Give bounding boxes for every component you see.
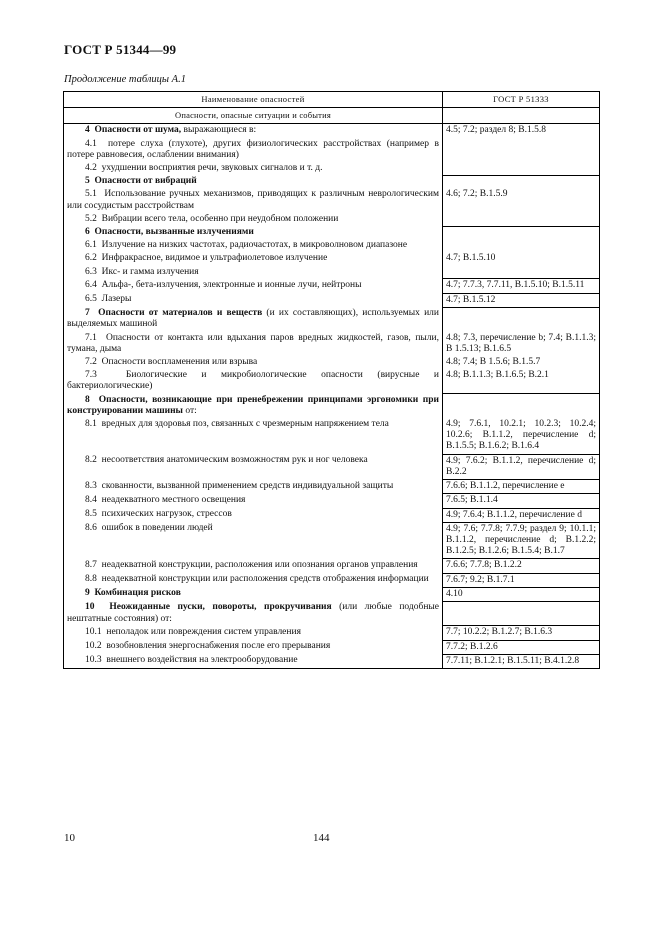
- hazard-text: вредных для здоровья поз, связанных с чрезмерным напряжением тела: [101, 419, 389, 430]
- standard-reference-cell: [443, 239, 600, 252]
- hazard-cell: [64, 124, 443, 138]
- hazard-cell: [64, 508, 443, 522]
- hazard-group-title: Опасности от материалов и веществ: [98, 308, 263, 319]
- hazard-cell: [64, 626, 443, 640]
- hazard-item-row: [64, 162, 600, 175]
- hazard-number: 8: [85, 394, 90, 405]
- hazard-item-row: [64, 654, 600, 668]
- standard-reference: 4.9; 7.6.1, 10.2.1; 10.2.3; 10.2.4; 10.2.6; В.1.1.2, перечисление d; В.1.5.5; В.1.6.2; В.1.6.4: [446, 419, 596, 452]
- hazard-text: Излучение на низких частотах, радиочастотах, в микроволновом диапазоне: [101, 240, 408, 251]
- hazard-cell: [64, 654, 443, 668]
- hazard-group-rest: (и их составляющих), используемых или выделяемых машиной: [67, 308, 439, 330]
- standard-reference-cell: [443, 640, 600, 654]
- hazard-item-row: [64, 252, 600, 265]
- standard-reference: 7.6.5; В.1.1.4: [446, 495, 498, 506]
- standard-reference: 7.6.6; 7.7.8; В.1.2.2: [446, 560, 522, 571]
- hazard-item-row: [64, 293, 600, 307]
- standard-reference: 4.9; 7.6; 7.7.8; 7.7.9; раздел 9; 10.1.1; В.1.1.2, перечисление d; В.1.2.2; В.1.2.5; В.1.2.6; В.1.5.4; В.1.7: [446, 523, 596, 557]
- standard-reference-cell: [443, 454, 600, 479]
- hazard-text: возобновления энергоснабжения после его прерывания: [106, 641, 331, 652]
- standard-reference-cell: [443, 494, 600, 508]
- hazard-text: Опасности воспламенения или взрыва: [101, 357, 258, 368]
- standard-reference-cell: [443, 559, 600, 573]
- hazard-item-row: [64, 239, 600, 252]
- standard-reference-cell: [443, 626, 600, 640]
- hazard-text: потере слуха (глухоте), других физиологических расстройствах (например в потере равновесия, ослаблении внимания): [67, 138, 440, 160]
- hazard-number: 8.8: [85, 574, 97, 585]
- hazard-item-row: [64, 494, 600, 508]
- standard-reference-cell: [443, 213, 600, 226]
- hazard-number: 6: [85, 227, 90, 238]
- standard-reference: 4.7; В.1.5.12: [446, 294, 496, 305]
- hazard-number: 6.3: [85, 266, 97, 277]
- hazard-item-row: [64, 279, 600, 293]
- hazard-text: неадекватной конструкции или расположения средств отображения информации: [101, 574, 429, 585]
- hazard-item-row: [64, 508, 600, 522]
- hazard-number: 4: [85, 125, 90, 136]
- hazard-text: внешнего воздействия на электрооборудование: [106, 655, 298, 666]
- hazard-cell: [64, 279, 443, 293]
- hazard-cell: [64, 454, 443, 479]
- hazard-number: 6.2: [85, 253, 97, 264]
- table-continuation-caption: Продолжение таблицы А.1: [64, 74, 186, 85]
- hazard-number: 5.2: [85, 213, 97, 224]
- hazard-cell: [64, 573, 443, 587]
- standard-reference-cell: [443, 418, 600, 454]
- hazard-group-rest: (или любые подобные нештатные состояния) от:: [67, 602, 439, 624]
- hazard-cell: [64, 239, 443, 252]
- standard-reference-cell: [443, 480, 600, 494]
- standard-reference-cell: [443, 332, 600, 356]
- hazard-cell: [64, 587, 443, 601]
- hazard-number: 8.5: [85, 509, 97, 519]
- hazard-text: Икс- и гамма излучения: [101, 266, 199, 277]
- hazard-number: 10.1: [85, 626, 102, 637]
- hazard-item-row: [64, 573, 600, 587]
- hazard-cell: [64, 175, 443, 188]
- table-header-row: [64, 92, 600, 108]
- standard-reference: 7.7.2; В.1.2.6: [446, 641, 498, 652]
- hazard-number: 9: [85, 588, 90, 599]
- standard-reference: 7.6.7; 9.2; В.1.7.1: [446, 574, 515, 585]
- hazard-cell: [64, 601, 443, 625]
- standard-reference: 7.7; 10.2.2; В.1.2.7; В.1.6.3: [446, 627, 553, 638]
- hazard-number: 10: [85, 602, 95, 613]
- hazard-cell: [64, 522, 443, 559]
- standard-reference: 4.10: [446, 588, 463, 599]
- standard-reference: 7.6.6; В.1.1.2, перечисление е: [446, 481, 565, 492]
- hazard-group-title: Неожиданные пуски, повороты, прокручивания: [109, 602, 332, 613]
- standard-reference: 4.8; 7.4; В 1.5.6; В.1.5.7: [446, 357, 541, 368]
- table-subheader: Опасности, опасные ситуации и события: [64, 108, 443, 124]
- hazard-text: ухудшении восприятия речи, звуковых сигналов и т. д.: [101, 163, 323, 174]
- hazard-number: 8.7: [85, 559, 97, 570]
- hazard-cell: [64, 369, 443, 393]
- hazard-item-row: [64, 332, 600, 356]
- hazard-number: 6.1: [85, 240, 97, 251]
- hazard-item-row: [64, 418, 600, 454]
- hazard-group-row: [64, 124, 600, 138]
- hazard-number: 6.4: [85, 279, 97, 290]
- hazard-table: [63, 91, 600, 669]
- page-number-center: 144: [313, 832, 330, 844]
- standard-reference-cell: [443, 279, 600, 293]
- standard-reference: 4.7; 7.7.3, 7.7.11, В.1.5.10; В.1.5.11: [446, 280, 585, 291]
- document-title: ГОСТ Р 51344—99: [64, 42, 177, 57]
- hazard-cell: [64, 418, 443, 454]
- hazard-group-title: Опасности, возникающие при пренебрежении принципами эргономики при конструировании машины: [67, 394, 440, 416]
- hazard-text: несоответствия анатомическим возможностям рук и ног человека: [101, 455, 368, 466]
- hazard-group-title: Комбинация рисков: [94, 588, 181, 599]
- hazard-cell: [64, 252, 443, 265]
- hazard-number: 7: [85, 308, 90, 319]
- standard-reference-cell: [443, 293, 600, 307]
- hazard-cell: [64, 332, 443, 356]
- standard-reference: 4.8; В.1.1.3; В.1.6.5; В.2.1: [446, 370, 549, 381]
- hazard-text: Инфракрасное, видимое и ультрафиолетовое излучение: [101, 253, 328, 264]
- hazard-group-row: [64, 307, 600, 331]
- standard-reference-cell: [443, 587, 600, 601]
- standard-reference-cell: [443, 307, 600, 331]
- hazard-number: 4.1: [85, 138, 97, 149]
- standard-reference-cell: [443, 356, 600, 369]
- hazard-number: 5.1: [85, 189, 97, 200]
- hazard-number: 10.2: [85, 641, 102, 652]
- standard-reference: 4.8; 7.3, перечисление b; 7.4; В.1.1.3; В 1.5.13; В.1.6.5: [446, 332, 596, 354]
- hazard-text: психических нагрузок, стрессов: [101, 509, 232, 519]
- hazard-number: 8.1: [85, 419, 97, 430]
- hazard-cell: [64, 226, 443, 239]
- hazard-number: 4.2: [85, 163, 97, 174]
- hazard-text: неадекватной конструкции, расположения или опознания органов управления: [101, 559, 418, 570]
- hazard-number: 10.3: [85, 655, 102, 666]
- standard-reference-cell: [443, 226, 600, 239]
- standard-reference-cell: [443, 654, 600, 668]
- hazard-text: Опасности от контакта или вдыхания паров вредных жидкостей, газов, пыли, тумана, дыма: [67, 332, 439, 354]
- standard-reference-cell: [443, 124, 600, 138]
- hazard-group-row: [64, 601, 600, 625]
- hazard-group-title: Опасности, вызванные излучениями: [94, 227, 254, 238]
- hazard-text: скованности, вызванной применением средств индивидуальной защиты: [101, 480, 394, 491]
- standard-reference-cell: [443, 162, 600, 175]
- hazard-number: 8.6: [85, 523, 97, 534]
- hazard-group-rest: выражающиеся в:: [181, 125, 257, 136]
- standard-reference-cell: [443, 601, 600, 625]
- table-subheader-empty: [443, 108, 600, 124]
- hazard-item-row: [64, 626, 600, 640]
- hazard-text: Лазеры: [101, 294, 132, 305]
- table-subheader-row: [64, 108, 600, 124]
- hazard-number: 8.4: [85, 494, 97, 505]
- hazard-number: 6.5: [85, 294, 97, 305]
- hazard-cell: [64, 394, 443, 418]
- hazard-group-title: Опасности от шума,: [94, 125, 182, 136]
- standard-reference-cell: [443, 188, 600, 212]
- standard-reference-cell: [443, 573, 600, 587]
- standard-reference: 4.5; 7.2; раздел 8; В.1.5.8: [446, 125, 546, 136]
- hazard-item-row: [64, 266, 600, 279]
- hazard-cell: [64, 356, 443, 369]
- hazard-cell: [64, 494, 443, 508]
- column-header-standard: ГОСТ Р 51333: [443, 92, 600, 108]
- hazard-text: неполадок или повреждения систем управления: [106, 626, 301, 637]
- standard-reference-cell: [443, 508, 600, 522]
- hazard-item-row: [64, 369, 600, 393]
- hazard-item-row: [64, 213, 600, 226]
- hazard-item-row: [64, 640, 600, 654]
- hazard-cell: [64, 480, 443, 494]
- hazard-cell: [64, 559, 443, 573]
- hazard-number: 8.3: [85, 480, 97, 491]
- hazard-cell: [64, 266, 443, 279]
- standard-reference: 4.9; 7.6.4; В.1.1.2, перечисление d: [446, 509, 582, 520]
- hazard-item-row: [64, 480, 600, 494]
- hazard-text: Вибрации всего тела, особенно при неудобном положении: [101, 213, 339, 224]
- standard-reference-cell: [443, 175, 600, 188]
- standard-reference: 7.7.11; В.1.2.1; В.1.5.11; В.4.1.2.8: [446, 655, 580, 666]
- hazard-number: 5: [85, 176, 90, 187]
- standard-reference-cell: [443, 266, 600, 279]
- hazard-cell: [64, 307, 443, 331]
- hazard-text: Биологические и микробиологические опасности (вирусные и бактериологические): [67, 370, 440, 392]
- page-number-left: 10: [64, 832, 75, 844]
- hazard-cell: [64, 293, 443, 307]
- hazard-item-row: [64, 356, 600, 369]
- hazard-table-body: [64, 92, 600, 669]
- standard-reference-cell: [443, 138, 600, 162]
- hazard-cell: [64, 162, 443, 175]
- hazard-text: Альфа-, бета-излучения, электронные и ионные лучи, нейтроны: [101, 279, 362, 290]
- hazard-text: Использование ручных механизмов, приводящих к различным неврологическим или сосудистым расстройствам: [67, 189, 439, 211]
- standard-reference-cell: [443, 252, 600, 265]
- hazard-cell: [64, 213, 443, 226]
- hazard-cell: [64, 138, 443, 162]
- standard-reference: 4.6; 7.2; В.1.5.9: [446, 189, 508, 200]
- column-header-hazard: Наименование опасностей: [64, 92, 443, 108]
- hazard-number: 7.1: [85, 332, 97, 343]
- hazard-group-row: [64, 226, 600, 239]
- hazard-item-row: [64, 522, 600, 559]
- hazard-item-row: [64, 188, 600, 212]
- hazard-item-row: [64, 138, 600, 162]
- hazard-item-row: [64, 454, 600, 479]
- hazard-group-title: Опасности от вибраций: [94, 176, 197, 187]
- hazard-cell: [64, 188, 443, 212]
- standard-reference: 4.9; 7.6.2; В.1.1.2, перечисление d; В.2.2: [446, 455, 596, 477]
- standard-reference: 4.7; В.1.5.10: [446, 253, 496, 264]
- hazard-item-row: [64, 559, 600, 573]
- hazard-number: 7.2: [85, 357, 97, 368]
- hazard-group-row: [64, 587, 600, 601]
- standard-reference-cell: [443, 369, 600, 393]
- hazard-cell: [64, 640, 443, 654]
- hazard-text: ошибок в поведении людей: [101, 523, 213, 534]
- hazard-text: неадекватного местного освещения: [101, 494, 246, 505]
- standard-reference-cell: [443, 394, 600, 418]
- hazard-number: 7.3: [85, 370, 97, 381]
- standard-reference-cell: [443, 522, 600, 559]
- hazard-group-row: [64, 175, 600, 188]
- hazard-number: 8.2: [85, 455, 97, 466]
- hazard-group-rest: от:: [182, 405, 197, 416]
- hazard-group-row: [64, 394, 600, 418]
